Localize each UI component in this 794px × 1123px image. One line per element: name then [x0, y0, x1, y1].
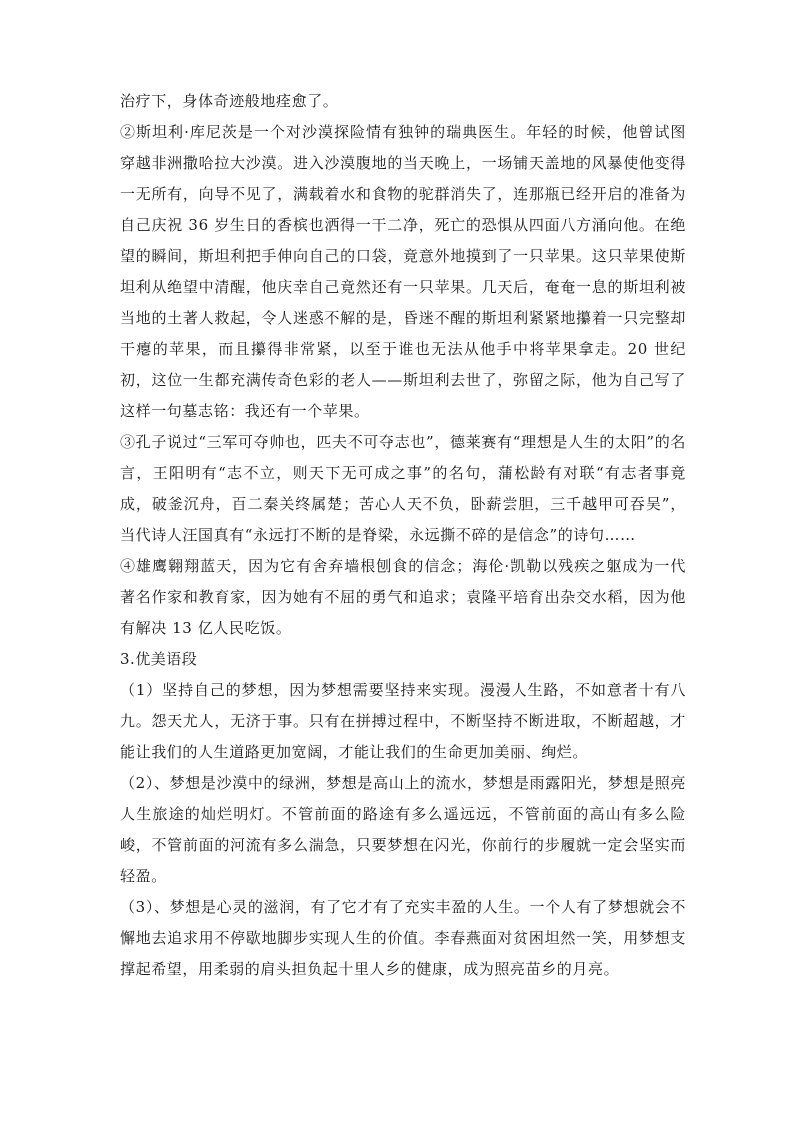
example-item-2: ②斯坦利·库尼茨是一个对沙漠探险情有独钟的瑞典医生。年轻的时候，他曾试图穿越非洲撒哈拉大沙漠。进入沙漠腹地的当天晚上，一场铺天盖地的风暴使他变得一无所有，向导不见了，满载着水和食物的驼群消失了，连那瓶已经开启的准备为自己庆祝 36 岁生日的香槟也洒得一干二净，死亡的恐惧从四面八方涌向他。在绝望的瞬间，斯坦利把手伸向自己的口袋，竟意外地摸到了一只苹果。这只苹果使斯坦利从绝望中清醒，他庆幸自己竟然还有一只苹果。几天后，奄奄一息的斯坦利被当地的土著人救起，令人迷惑不解的是，昏迷不醒的斯坦利紧紧地攥着一只完整却干瘪的苹果，而且攥得非常紧，以至于谁也无法从他手中将苹果拿走。20 世纪初，这位一生都充满传奇色彩的老人——斯坦利去世了，弥留之际，他为自己写了这样一句墓志铭：我还有一个苹果。 — [120, 123, 686, 420]
excerpt-paragraph-1: （1）坚持自己的梦想，因为梦想需要坚持来实现。漫漫人生路，不如意者十有八九。怨天尤人，无济于事。只有在拼搏过程中，不断坚持不断进取，不断超越，才能让我们的人生道路更加宽阔，才能让我们的生命更加美丽、绚烂。 — [120, 681, 686, 761]
document-body — [120, 86, 686, 985]
section-heading: 3.优美语段 — [120, 650, 198, 668]
excerpt-paragraph-3: （3）、梦想是心灵的滋润，有了它才有了充实丰盈的人生。一个人有了梦想就会不懈地去追求用不停歇地脚步实现人生的价值。李春燕面对贫困坦然一笑，用梦想支撑起希望，用柔弱的肩头担负起十里人乡的健康，成为照亮苗乡的月亮。 — [120, 898, 686, 978]
example-item-3: ③孔子说过“三军可夺帅也，匹夫不可夺志也”，德莱赛有“理想是人生的太阳”的名言，王阳明有“志不立，则天下无可成之事”的名句，蒲松龄有对联“有志者事竟成，破釜沉舟，百二秦关终属楚；苦心人天不负，卧薪尝胆，三千越甲可吞吴”，当代诗人汪国真有“永远打不断的是脊梁，永远撕不碎的是信念”的诗句…… — [120, 433, 686, 544]
excerpt-paragraph-2: （2）、梦想是沙漠中的绿洲，梦想是高山上的流水，梦想是雨露阳光，梦想是照亮人生旅途的灿烂明灯。不管前面的路途有多么遥远远，不管前面的高山有多么险峻，不管前面的河流有多么湍急，只要梦想在闪光，你前行的步履就一定会坚实而轻盈。 — [120, 774, 686, 885]
example-item-4: ④雄鹰翱翔蓝天，因为它有舍弃墙根刨食的信念；海伦·凯勒以残疾之躯成为一代著名作家和教育家，因为她有不屈的勇气和追求；袁隆平培育出杂交水稻，因为他有解决 13 亿人民吃饭。 — [120, 557, 686, 637]
continued-paragraph: 治疗下，身体奇迹般地痊愈了。 — [120, 92, 339, 110]
